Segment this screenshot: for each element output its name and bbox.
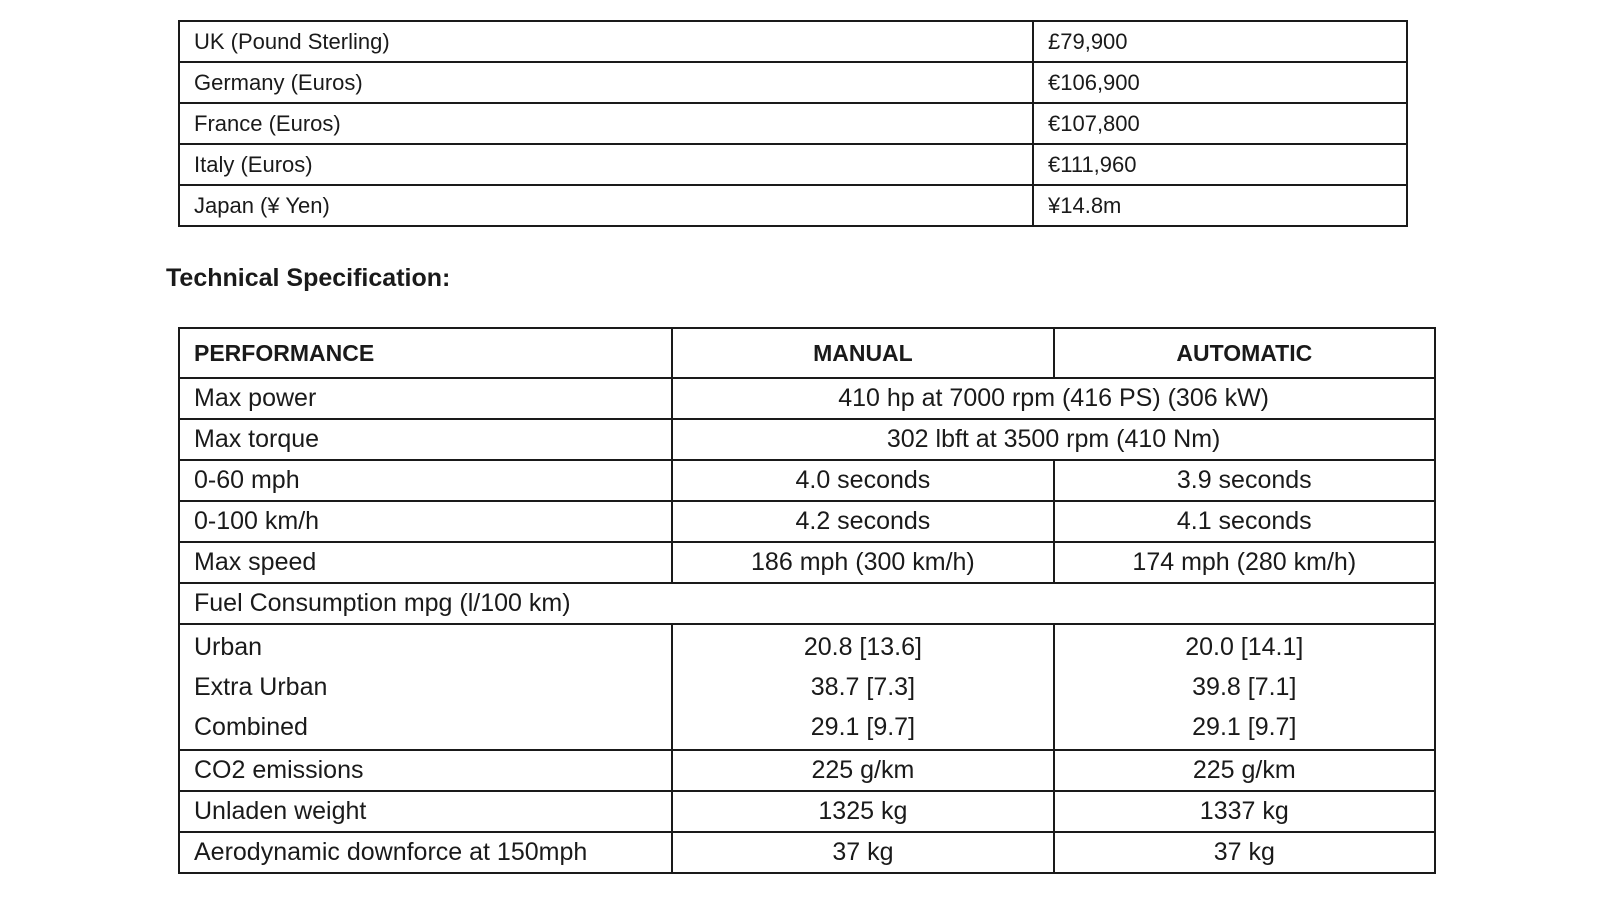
table-row [179, 21, 1407, 62]
price-value: ¥14.8m [1033, 185, 1407, 226]
header-performance: PERFORMANCE [179, 328, 672, 378]
header-automatic: AUTOMATIC [1054, 328, 1435, 378]
price-region: France (Euros) [179, 103, 1033, 144]
automatic-value: 20.0 [14.1] [1185, 633, 1304, 661]
automatic-value: 1337 kg [1054, 791, 1435, 832]
row-label: Unladen weight [179, 791, 672, 832]
table-row [179, 103, 1407, 144]
row-label: Max speed [179, 542, 672, 583]
manual-value: 186 mph (300 km/h) [672, 542, 1053, 583]
table-row [179, 750, 1435, 791]
fuel-row [179, 624, 1435, 750]
row-value: 410 hp at 7000 rpm (416 PS) (306 kW) [672, 378, 1435, 419]
manual-value: 225 g/km [672, 750, 1053, 791]
automatic-value: 29.1 [9.7] [1192, 713, 1297, 741]
table-row [179, 460, 1435, 501]
price-value: €107,800 [1033, 103, 1407, 144]
fuel-labels [179, 624, 672, 750]
automatic-value: 39.8 [7.1] [1192, 673, 1297, 701]
section-heading: Technical Specification: [166, 264, 451, 292]
manual-value: 29.1 [9.7] [810, 713, 916, 741]
automatic-value: 37 kg [1054, 832, 1435, 873]
fuel-automatic-values [1054, 624, 1435, 750]
row-value: 302 lbft at 3500 rpm (410 Nm) [672, 419, 1435, 460]
row-label: Max torque [179, 419, 672, 460]
table-header-row [179, 328, 1435, 378]
manual-value: 38.7 [7.3] [810, 673, 916, 701]
price-table [178, 20, 1408, 227]
fuel-manual-values [672, 624, 1053, 750]
table-row [179, 583, 1435, 624]
row-label: 0-60 mph [179, 460, 672, 501]
automatic-value: 174 mph (280 km/h) [1054, 542, 1435, 583]
row-label: Max power [179, 378, 672, 419]
price-region: UK (Pound Sterling) [179, 21, 1033, 62]
table-row [179, 832, 1435, 873]
header-manual: MANUAL [672, 328, 1053, 378]
price-value: £79,900 [1033, 21, 1407, 62]
row-label: 0-100 km/h [179, 501, 672, 542]
automatic-value: 225 g/km [1054, 750, 1435, 791]
table-row [179, 542, 1435, 583]
fuel-label: Extra Urban [194, 673, 328, 701]
table-row [179, 501, 1435, 542]
manual-value: 4.2 seconds [672, 501, 1053, 542]
manual-value: 1325 kg [672, 791, 1053, 832]
price-region: Italy (Euros) [179, 144, 1033, 185]
price-value: €111,960 [1033, 144, 1407, 185]
automatic-value: 4.1 seconds [1054, 501, 1435, 542]
manual-value: 20.8 [13.6] [803, 633, 922, 661]
manual-value: 4.0 seconds [672, 460, 1053, 501]
table-row [179, 185, 1407, 226]
spec-table [178, 327, 1436, 874]
table-row [179, 419, 1435, 460]
fuel-label: Combined [194, 713, 308, 741]
fuel-label: Urban [194, 633, 263, 661]
table-row [179, 144, 1407, 185]
automatic-value: 3.9 seconds [1054, 460, 1435, 501]
fuel-heading: Fuel Consumption mpg (l/100 km) [179, 583, 1435, 624]
price-value: €106,900 [1033, 62, 1407, 103]
row-label: CO2 emissions [179, 750, 672, 791]
manual-value: 37 kg [672, 832, 1053, 873]
table-row [179, 62, 1407, 103]
price-region: Germany (Euros) [179, 62, 1033, 103]
table-row [179, 378, 1435, 419]
row-label: Aerodynamic downforce at 150mph [179, 832, 672, 873]
table-row [179, 791, 1435, 832]
price-region: Japan (¥ Yen) [179, 185, 1033, 226]
